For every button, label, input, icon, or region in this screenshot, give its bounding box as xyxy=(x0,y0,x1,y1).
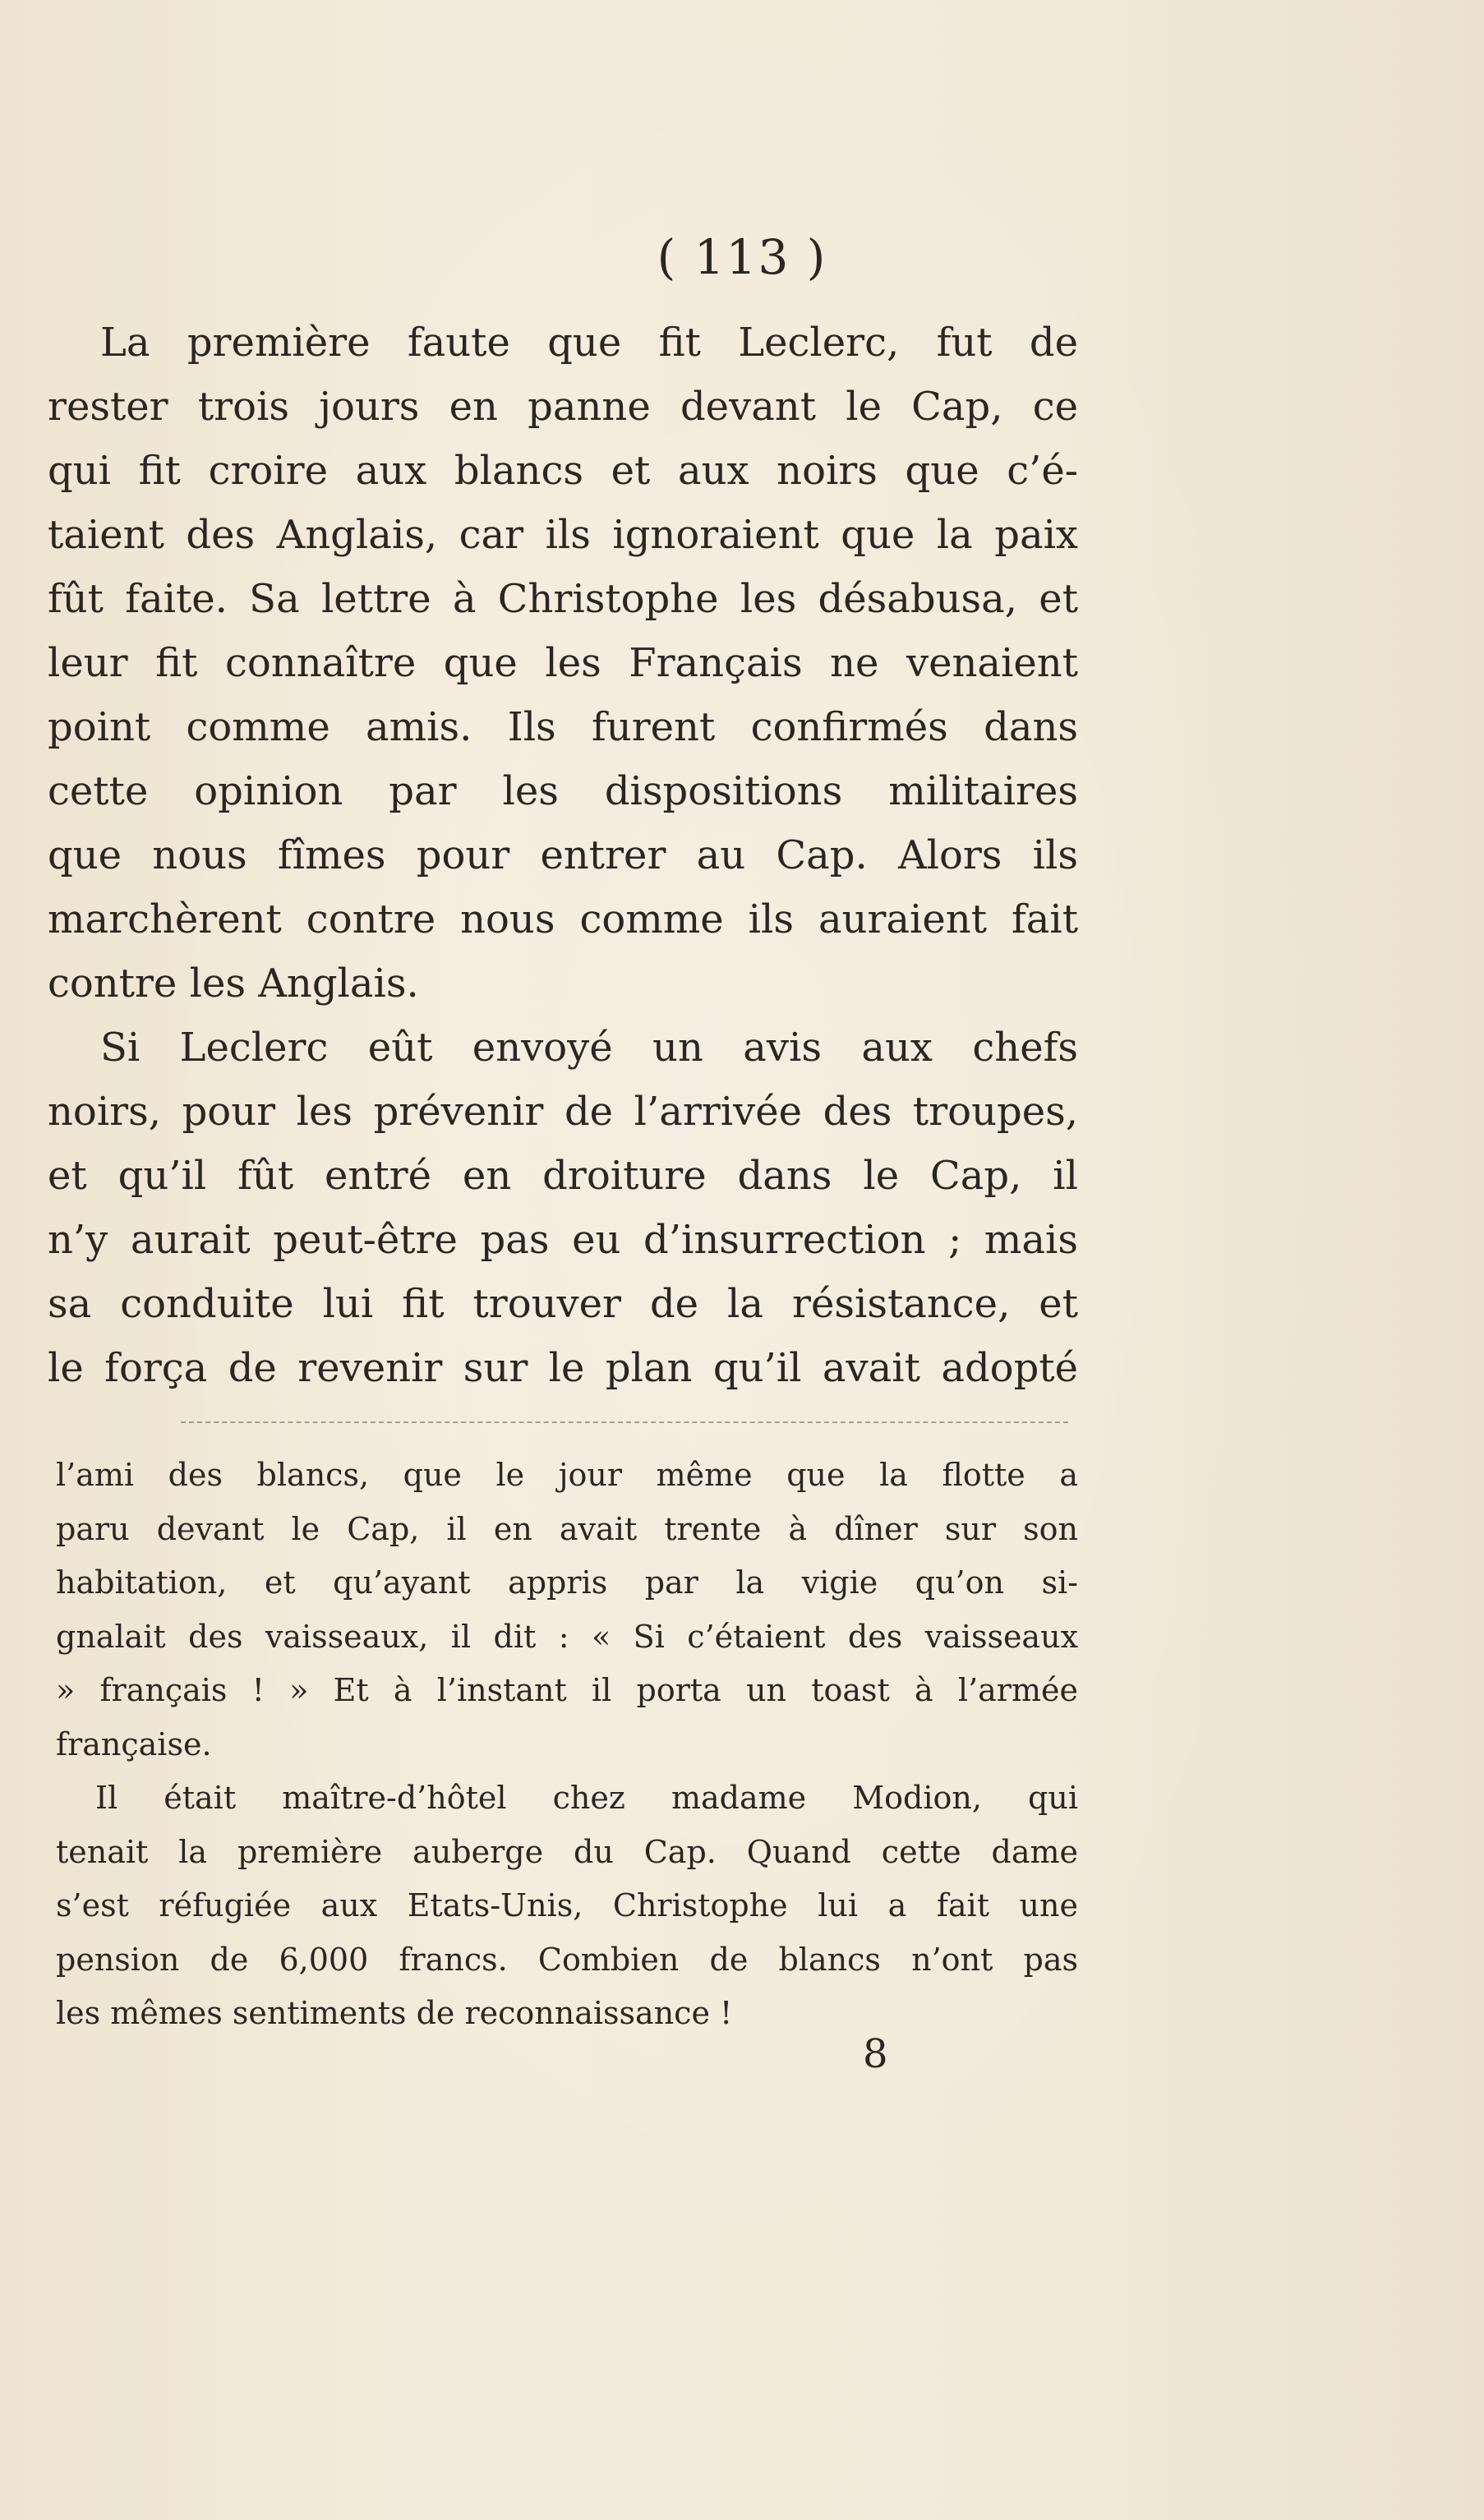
main-text-line: n’y aurait peut-être pas eu d’insurrection ; mais xyxy=(48,1217,1078,1263)
main-text-line: qui fit croire aux blancs et aux noirs que c’é- xyxy=(48,448,1078,494)
main-text-line: et qu’il fût entré en droiture dans le Cap, il xyxy=(48,1153,1078,1199)
footnotes xyxy=(56,1449,1078,2041)
main-text-line: leur fit connaître que les Français ne venaient xyxy=(48,640,1078,686)
footnote-separator xyxy=(181,1421,1068,1423)
footnote-line: » français ! » Et à l’instant il porta un toast à l’armée xyxy=(56,1672,1078,1708)
footnote-line: pension de 6,000 francs. Combien de blancs n’ont pas xyxy=(56,1941,1078,1978)
footnote-line: l’ami des blancs, que le jour même que la flotte a xyxy=(56,1457,1078,1493)
footnote-line: tenait la première auberge du Cap. Quand cette dame xyxy=(56,1833,1078,1870)
page-number-header: ( 113 ) xyxy=(657,229,827,285)
main-text-line: rester trois jours en panne devant le Cap, ce xyxy=(48,384,1078,430)
footnote-line: paru devant le Cap, il en avait trente à dîner sur son xyxy=(56,1510,1078,1547)
footnote-line: française. xyxy=(56,1725,212,1762)
main-text-line: cette opinion par les dispositions militaires xyxy=(48,768,1078,814)
main-text-line: point comme amis. Ils furent confirmés dans xyxy=(48,704,1078,750)
main-text-line: taient des Anglais, car ils ignoraient que la paix xyxy=(48,512,1078,558)
main-text-line: noirs, pour les prévenir de l’arrivée des troupes, xyxy=(48,1089,1078,1135)
footnote-line: gnalait des vaisseaux, il dit : « Si c’étaient des vaisseaux xyxy=(56,1618,1078,1655)
footnote-line: habitation, et qu’ayant appris par la vigie qu’on si- xyxy=(56,1564,1078,1601)
main-text xyxy=(48,311,1078,1400)
main-text-line: que nous fîmes pour entrer au Cap. Alors ils xyxy=(48,832,1078,878)
signature-mark: 8 xyxy=(863,2031,888,2077)
footnote-line: Il était maître-d’hôtel chez madame Modion, qui xyxy=(95,1780,1078,1816)
main-text-line: Si Leclerc eût envoyé un avis aux chefs xyxy=(100,1025,1078,1071)
footnote-line: les mêmes sentiments de reconnaissance ! xyxy=(56,1995,733,2031)
main-text-line: contre les Anglais. xyxy=(48,961,419,1007)
main-text-line: le força de revenir sur le plan qu’il avait adopté xyxy=(48,1345,1078,1391)
main-text-line: sa conduite lui fit trouver de la résistance, et xyxy=(48,1281,1078,1327)
footnote-line: s’est réfugiée aux Etats-Unis, Christophe lui a fait une xyxy=(56,1887,1078,1923)
main-text-line: marchèrent contre nous comme ils auraient fait xyxy=(48,896,1078,942)
main-text-line: La première faute que fit Leclerc, fut de xyxy=(100,320,1078,366)
main-text-line: fût faite. Sa lettre à Christophe les désabusa, et xyxy=(48,576,1078,622)
